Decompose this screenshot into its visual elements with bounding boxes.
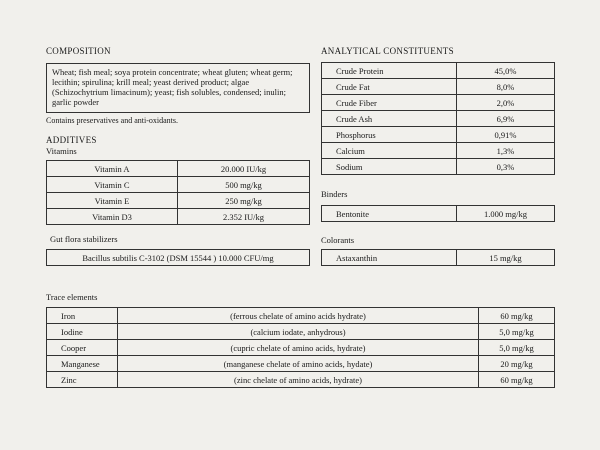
binders-table: [321, 205, 555, 222]
trace-table: [46, 307, 555, 388]
constituent-name: Crude Ash: [322, 111, 457, 127]
table-row: [322, 250, 555, 266]
binder-name: Bentonite: [322, 206, 457, 222]
table-row: [322, 159, 555, 175]
colorants-title: Colorants: [321, 235, 355, 245]
table-row: [322, 111, 555, 127]
table-row: [47, 324, 555, 340]
vitamin-name: Vitamin C: [47, 177, 178, 193]
constituent-name: Crude Fiber: [322, 95, 457, 111]
gut-flora-table: [46, 249, 310, 266]
vitamins-label: Vitamins: [46, 146, 77, 156]
table-row: [47, 250, 310, 266]
constituent-name: Phosphorus: [322, 127, 457, 143]
table-row: [47, 308, 555, 324]
vitamin-name: Vitamin E: [47, 193, 178, 209]
trace-desc: (ferrous chelate of amino acids hydrate): [118, 308, 479, 324]
table-row: [322, 79, 555, 95]
colorant-value: 15 mg/kg: [457, 250, 555, 266]
binders-title: Binders: [321, 189, 348, 199]
trace-value: 5,0 mg/kg: [479, 340, 555, 356]
table-row: [322, 63, 555, 79]
trace-title: Trace elements: [46, 292, 98, 302]
table-row: [47, 356, 555, 372]
trace-value: 60 mg/kg: [479, 308, 555, 324]
constituent-name: Crude Protein: [322, 63, 457, 79]
constituent-value: 0,3%: [457, 159, 555, 175]
colorant-name: Astaxanthin: [322, 250, 457, 266]
table-row: [322, 95, 555, 111]
constituent-value: 45,0%: [457, 63, 555, 79]
vitamin-name: Vitamin D3: [47, 209, 178, 225]
gut-flora-value: Bacillus subtilis C-3102 (DSM 15544 ) 10.000 CFU/mg: [47, 250, 310, 266]
table-row: [47, 161, 310, 177]
vitamin-value: 20.000 IU/kg: [178, 161, 310, 177]
constituent-value: 1,3%: [457, 143, 555, 159]
composition-title: COMPOSITION: [46, 46, 111, 56]
trace-name: Zinc: [47, 372, 118, 388]
constituent-value: 2,0%: [457, 95, 555, 111]
vitamin-value: 2.352 IU/kg: [178, 209, 310, 225]
trace-desc: (cupric chelate of amino acids, hydrate): [118, 340, 479, 356]
trace-value: 20 mg/kg: [479, 356, 555, 372]
trace-desc: (zinc chelate of amino acids, hydrate): [118, 372, 479, 388]
binder-value: 1.000 mg/kg: [457, 206, 555, 222]
gut-flora-label: Gut flora stabilizers: [50, 234, 118, 244]
trace-value: 5,0 mg/kg: [479, 324, 555, 340]
table-row: [322, 127, 555, 143]
composition-note: Contains preservatives and anti-oxidants.: [46, 116, 178, 125]
analytical-table: [321, 62, 555, 175]
trace-name: Cooper: [47, 340, 118, 356]
trace-name: Manganese: [47, 356, 118, 372]
constituent-name: Sodium: [322, 159, 457, 175]
analytical-title: ANALYTICAL CONSTITUENTS: [321, 46, 454, 56]
table-row: [47, 177, 310, 193]
additives-title: ADDITIVES: [46, 135, 97, 145]
trace-name: Iodine: [47, 324, 118, 340]
vitamin-value: 250 mg/kg: [178, 193, 310, 209]
constituent-name: Crude Fat: [322, 79, 457, 95]
table-row: [47, 372, 555, 388]
vitamin-name: Vitamin A: [47, 161, 178, 177]
trace-desc: (manganese chelate of amino acids, hydate): [118, 356, 479, 372]
colorants-table: [321, 249, 555, 266]
constituent-name: Calcium: [322, 143, 457, 159]
vitamins-table: [46, 160, 310, 225]
table-row: [322, 206, 555, 222]
table-row: [47, 209, 310, 225]
table-row: [47, 340, 555, 356]
table-row: [47, 193, 310, 209]
constituent-value: 8,0%: [457, 79, 555, 95]
composition-text: Wheat; fish meal; soya protein concentrate; wheat gluten; wheat germ; lecithin; spirulina; krill meal; yeast derived product; algae (Schizochytrium limacinum); yeast; fish solubles, condensed; inulin; garlic powder: [52, 67, 293, 107]
trace-value: 60 mg/kg: [479, 372, 555, 388]
vitamin-value: 500 mg/kg: [178, 177, 310, 193]
table-row: [322, 143, 555, 159]
trace-name: Iron: [47, 308, 118, 324]
constituent-value: 0,91%: [457, 127, 555, 143]
trace-desc: (calcium iodate, anhydrous): [118, 324, 479, 340]
constituent-value: 6,9%: [457, 111, 555, 127]
composition-box: [46, 63, 310, 113]
